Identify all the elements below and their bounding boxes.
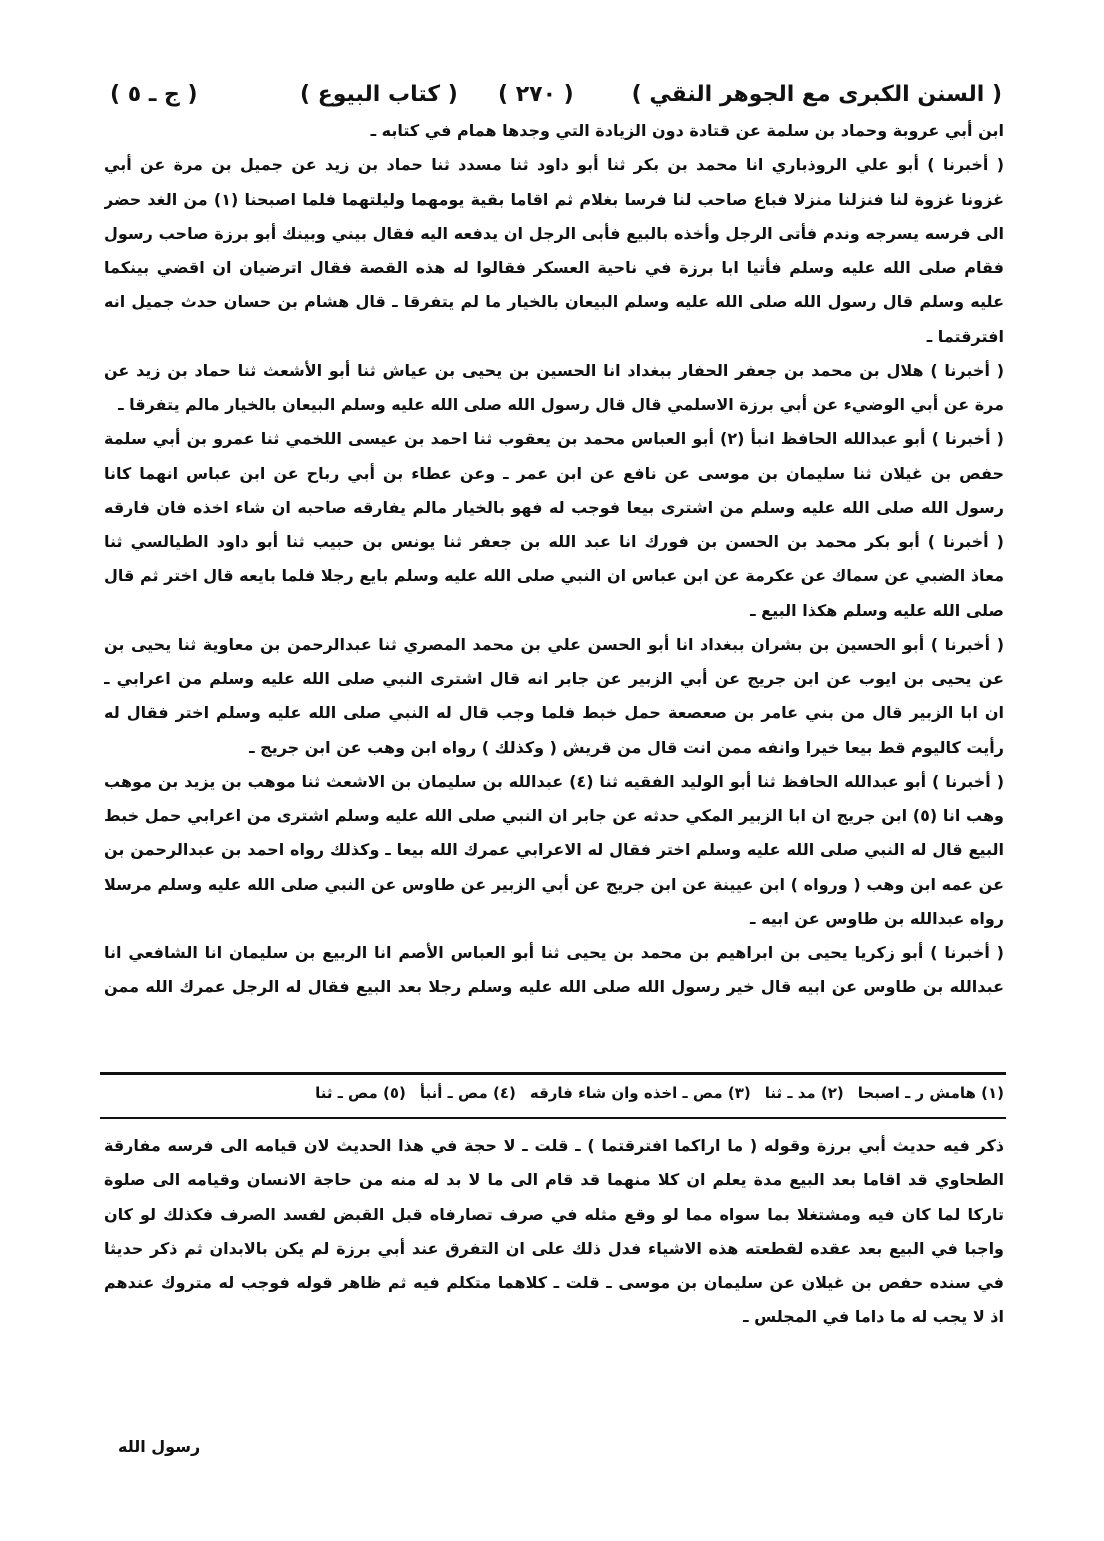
text-line: عن عمه ابن وهب ( ورواه ) ابن عيينة عن ابن جريج عن أبي الزبير عن طاوس عن النبي صلى الله عليه وسلم مرسلا [104,874,1004,894]
text-line: عليه وسلم قال رسول الله صلى الله عليه وسلم البيعان بالخيار ما لم يتفرقا ـ قال هشام بن حسان حدث جميل انه [104,292,1004,312]
text-line: رسول الله صلى الله عليه وسلم من اشترى بيعا فوجب له فهو بالخيار مالم يفارقه صاحبه ان شاء اخذه فان فارقه [104,497,1004,517]
text-line: ذكر فيه حديث أبي برزة وقوله ( ما اراكما افترقتما ) ـ قلت ـ لا حجة في هذا الحديث لان قيامه الى فرسه مفارقة [104,1136,1004,1155]
text-line: ( أخبرنا ) هلال بن محمد بن جعفر الحفار ببغداد انا الحسين بن يحيى بن عياش ثنا أبو الأشعث ثنا حماد بن زيد عن [104,360,1004,380]
text-line: في سنده حفص بن غيلان عن سليمان بن موسى ـ قلت ـ كلاهما متكلم فيه ثم ظاهر قوله فوجب له متروك عندهم [104,1273,1004,1292]
text-line: فقام صلى الله عليه وسلم فأتيا ابا برزة في ناحية العسكر فقالوا له هذه القصة فقال اترضيان ان اقضي بينكما [104,258,1004,277]
footnote: (٣) مص ـ اخذه وان شاء فارقه [529,1084,751,1102]
commentary-divider [100,1117,1006,1119]
text-line: الى فرسه يسرجه وندم فأتى الرجل وأخذه بالبيع فأبى الرجل ان يدفعه اليه فقال بيني وبينك أبو برزة صاحب رسول [104,223,1004,243]
text-line: ( أخبرنا ) أبو بكر محمد بن الحسن بن فورك انا عبد الله بن جعفر ثنا يونس بن حبيب ثنا أبو داود الطيالسي ثنا [104,532,1004,551]
text-line: تاركا لما كان فيه ومشتغلا بما سواه مما لو وقع مثله في صرف تصارفاه قبل القبض لفسد الصرف فكذلك لو كان [104,1204,1004,1224]
text-line: عبدالله بن طاوس عن ابيه قال خير رسول الله صلى الله عليه وسلم رجلا بعد البيع فقال له الرجل عمرك الله ممن [104,977,1004,997]
text-line: ( أخبرنا ) أبو عبدالله الحافظ انبأ (٢) أبو العباس محمد بن يعقوب ثنا احمد بن عيسى اللخمي ثنا عمرو بن أبي سلمة [104,429,1004,449]
text-line: واجبا في البيع بعد عقده لقطعته هذه الاشياء فدل ذلك على ان التفرق عند أبي برزة لم يكن بالابدان ثم ذكر حديثا [104,1238,1004,1258]
volume-number: ( ج ـ ٥ ) [110,82,198,107]
text-line: ( أخبرنا ) أبو عبدالله الحافظ ثنا أبو الوليد الفقيه ثنا (٤) عبدالله بن سليمان بن الاشعث ثنا موهب بن يزيد بن موهب [104,771,1004,791]
text-line: افترقتما ـ [926,326,1004,346]
footnotes [104,1078,1004,1108]
footnote: (٤) مص ـ أنبأ [419,1084,516,1102]
text-line: رأيت كاليوم قط بيعا خيرا وانفه ممن انت قال من قريش ( وكذلك ) رواه ابن وهب عن ابن جريج ـ [249,737,1004,757]
catchword: رسول الله [118,1437,201,1456]
commentary-text [104,1129,1004,1335]
text-line: ( أخبرنا ) أبو زكريا يحيى بن ابراهيم بن محمد بن يحيى ثنا أبو العباس الأصم انا الربيع بن سليمان انا الشافعي انا [104,943,1004,962]
text-line: ان ابا الزبير قال من بني عامر بن صعصعة حمل خبط فلما وجب قال له النبي صلى الله عليه وسلم اختر فقال له [104,703,1004,723]
text-line: غزونا غزوة لنا فنزلنا منزلا فباع صاحب لنا فرسا بغلام ثم اقاما بقية يومهما وليلتهما فلما اصبحنا (١) من الغد حضر [104,189,1004,209]
text-line: ابن أبي عروبة وحماد بن سلمة عن قتادة دون الزيادة التي وجدها همام في كتابه ـ [370,121,1004,140]
text-line: اذ لا يجب له ما داما في المجلس ـ [743,1307,1004,1327]
text-line: مرة عن أبي الوضيء عن أبي برزة الاسلمي قال قال رسول الله صلى الله عليه وسلم البيعان بالخيار مالم يتفرقا ـ [118,395,1004,414]
footnote: (١) هامش ر ـ اصبحا [857,1084,1004,1102]
text-line: معاذ الضبي عن سماك عن عكرمة عن ابن عباس ان النبي صلى الله عليه وسلم بايع رجلا فلما بايعه قال اختر ثم قال [104,566,1004,586]
footnote: (٢) مد ـ ثنا [764,1084,844,1102]
text-line: وهب انا (٥) ابن جريج ان ابا الزبير المكي حدثه عن جابر ان النبي صلى الله عليه وسلم اشترى من اعرابي حمل خبط [104,806,1004,825]
text-line: ( أخبرنا ) أبو علي الروذباري انا محمد بن بكر ثنا أبو داود ثنا مسدد ثنا حماد بن زيد عن جميل بن مرة عن أبي [104,155,1004,175]
footnote-divider [100,1072,1006,1075]
page-number: ( ٢٧٠ ) [498,82,574,107]
text-line: ( أخبرنا ) أبو الحسين بن بشران ببغداد انا أبو الحسن علي بن محمد المصري ثنا عبدالرحمن بن معاوية ثنا يحيى بن [104,634,1004,654]
text-line: رواه عبدالله بن طاوس عن ابيه ـ [750,908,1004,928]
book-title: ( كتاب البيوع ) [300,82,458,107]
text-line: حفص بن غيلان ثنا سليمان بن موسى عن نافع عن ابن عمر ـ وعن عطاء بن أبي رباح عن ابن عباس انهما كانا [104,463,1004,483]
running-title: ( السنن الكبرى مع الجوهر النقي ) [631,82,1002,107]
text-line: الطحاوي قد اقاما بعد البيع مدة يعلم ان كلا منهما قد قام الى ما لا بد له منه من حاجة الانسان وقيامه الى صلوة [104,1170,1004,1190]
main-text [104,114,1004,1005]
footnote: (٥) مص ـ ثنا [315,1084,406,1102]
text-line: عن يحيى بن ايوب عن ابن جريج عن أبي الزبير عن جابر انه قال اشترى النبي صلى الله عليه وسلم من اعرابي ـ [104,669,1004,688]
text-line: صلى الله عليه وسلم هكذا البيع ـ [750,600,1004,620]
text-line: البيع قال له النبي صلى الله عليه وسلم اختر فقال له الاعرابي عمرك الله بيعا ـ وكذلك رواه احمد بن عبدالرحمن بن [104,840,1004,860]
